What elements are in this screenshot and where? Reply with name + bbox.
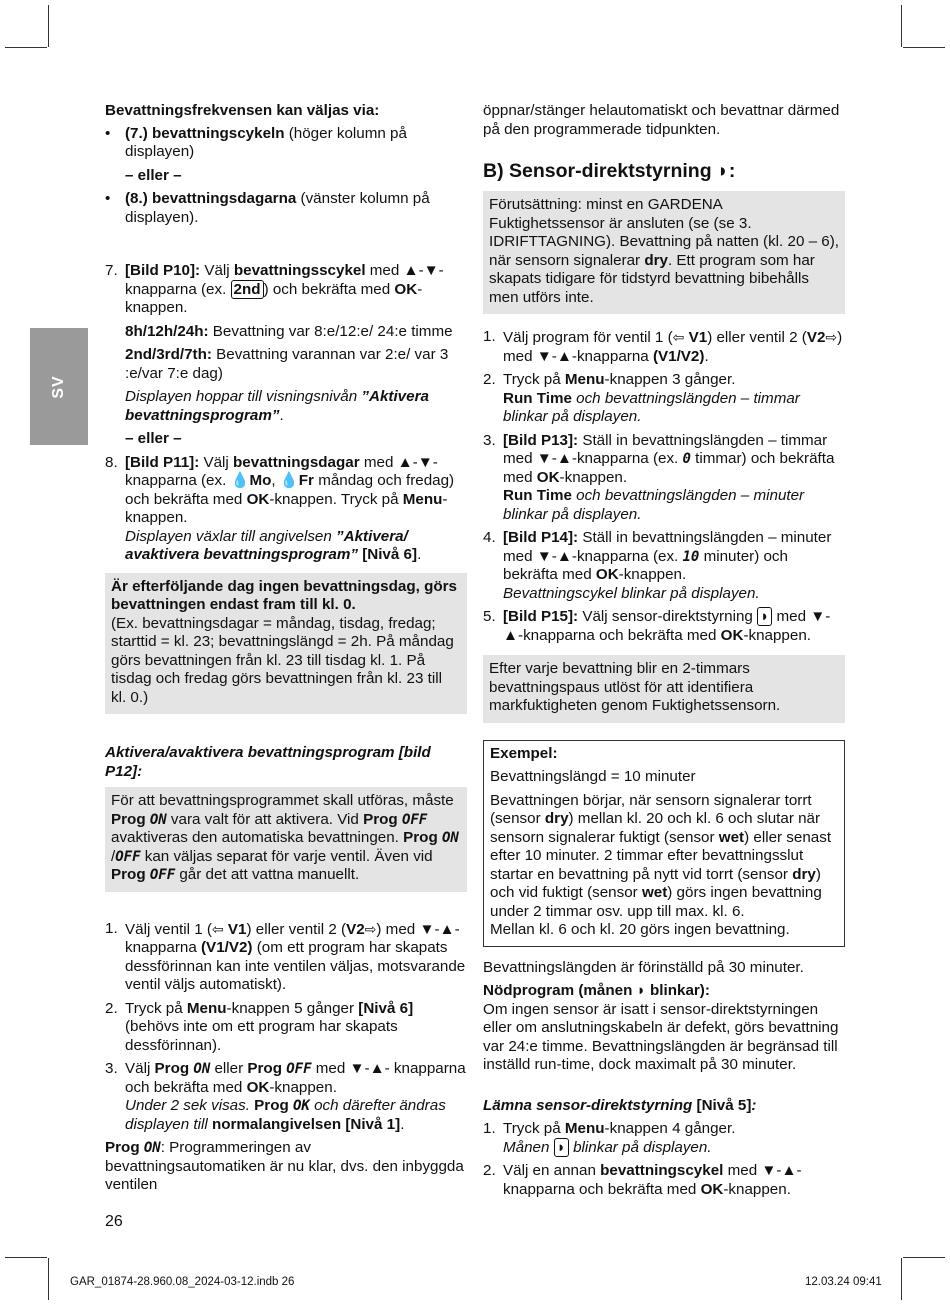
step-1: 1. Välj program för ventil 1 (⇦ V1) eller ventil 2 (V2⇨) med ▼-▲-knapparna (V1/V2). xyxy=(483,328,843,365)
paragraph: Om ingen sensor är isatt i sensor-direktstyrningen eller om anslutningskabeln är defekt, görs bevattning var 24:e timme. Bevattningslängden är begränsad till inställd run-time, dock maximalt på 30 minuter. xyxy=(483,1000,839,1073)
half-moon-icon: ◗ xyxy=(554,1138,569,1157)
step-3: 3. [Bild P13]: Ställ in bevattningslängden – timmar med ▼-▲-knapparna (ex. 0 timmar) och bekräfta med OK-knappen. Run Time och bevattningslängden – minuter blinkar på displayen. xyxy=(483,431,835,523)
step-7: 7. [Bild P10]: Välj bevattningsscykel med ▲-▼-knapparna (ex. 2nd ) och bekräfta med OK-knappen. xyxy=(105,262,444,316)
step-4: 4. [Bild P14]: Ställ in bevattningslängden – minuter med ▼-▲-knapparna (ex. 10 minuter) och bekräfta med OK-knappen. Bevattningscykel blinkar på displayen. xyxy=(483,529,832,602)
crop-mark xyxy=(901,5,902,47)
arrow-right-icon: ⇨ xyxy=(364,920,377,937)
step-8: 8. [Bild P11]: Välj bevattningsdagar med ▲-▼-knapparna (ex. 💧Mo, 💧Fr måndag och fredag) och bekräfta med OK-knappen. Tryck på Menu-knappen. Displayen växlar till angivelsen ”Aktivera/ avaktivera bevattningsprogram” [Nivå 6]. xyxy=(105,453,455,563)
language-tab-label: SV xyxy=(50,374,67,399)
display-value-2nd: 2nd xyxy=(231,280,264,299)
section-heading: Lämna sensor-direktstyrning [Nivå 5]: xyxy=(483,1096,757,1114)
step-7-detail: 8h/12h/24h: Bevattning var 8:e/12:e/ 24:e timme xyxy=(125,322,453,340)
left-column xyxy=(105,102,467,1195)
arrow-left-icon: ⇦ xyxy=(211,920,224,937)
info-box: Efter varje bevattning blir en 2-timmars bevattningspaus utlöst för att identifiera markfuktigheten genom Fuktighetssensorn. xyxy=(483,655,845,723)
section-heading: B) Sensor-direktstyrning ◗: xyxy=(483,160,736,182)
half-moon-icon: ◗ xyxy=(636,982,646,999)
paragraph: Prog ON: Programmeringen av bevattningsautomatiken är nu klar, dvs. den inbyggda ventilen xyxy=(105,1139,464,1193)
footer-file: GAR_01874-28.960.08_2024-03-12.indb 26 xyxy=(70,1276,295,1288)
water-drop-icon: 💧 xyxy=(279,472,299,489)
info-box: Är efterföljande dag ingen bevattningsdag, görs bevattningen endast fram till kl. 0. (Ex. bevattningsdagar = måndag, tisdag, fredag; starttid = kl. 23; bevattningslängd = 2h. På måndag görs bevattningen från kl. 23 till tisdag kl. 1. På tisdag och fredag görs bevattningen från kl. 23 till kl. 0.) xyxy=(105,573,467,715)
right-column xyxy=(483,102,845,1199)
step-3: 3. Välj Prog ON eller Prog OFF med ▼-▲- knapparna och bekräfta med OK-knappen. Under 2 sek visas. Prog OK och därefter ändras displayen till normalangivelsen [Nivå 1]. xyxy=(105,1060,466,1133)
arrow-right-icon: ⇨ xyxy=(825,329,838,345)
arrow-left-icon: ⇦ xyxy=(672,329,685,345)
list-item: • (8.) bevattningsdagarna (vänster kolumn på displayen). xyxy=(105,190,430,226)
half-moon-icon: ◗ xyxy=(717,160,729,182)
step-2: 2. Tryck på Menu-knappen 3 gånger. Run Time och bevattningslängden – timmar blinkar på displayen. xyxy=(483,371,800,425)
step-1: 1. Tryck på Menu-knappen 4 gånger. Månen ◗ blinkar på displayen. xyxy=(483,1120,736,1156)
step-7-note: Displayen hoppar till visningsnivån ”Aktivera bevattningsprogram”. xyxy=(125,388,429,424)
step-7-detail: 2nd/3rd/7th: Bevattning varannan var 2:e/ var 3 :e/var 7:e dag) xyxy=(125,346,449,382)
half-moon-icon: ◗ xyxy=(757,607,772,626)
example-box: Exempel: Bevattningslängd = 10 minuter Bevattningen börjar, när sensorn signalerar torrt (sensor dry) mellan kl. 20 och kl. 6 och slutar när sensorn signalerar fuktigt (sensor wet) eller senast efter 10 minuter. 2 timmar efter bevattningsslut startar en bevattning på nytt vid torrt (sensor dry) och vid fuktigt (sensor wet) görs ingen bevattning under 2 timmar osv. upp till max. kl. 6. Mellan kl. 6 och kl. 20 görs ingen bevattning. xyxy=(483,740,845,947)
page-number: 26 xyxy=(105,1213,123,1230)
paragraph: Bevattningslängden är förinställd på 30 minuter. xyxy=(483,958,804,976)
crop-mark xyxy=(5,47,47,48)
crop-mark xyxy=(903,1257,945,1258)
step-1: 1. Välj ventil 1 (⇦ V1) eller ventil 2 (V2⇨) med ▼-▲-knapparna (V1/V2) (om ett program har skapats dessförinnan kan inte ventilen väljas, motsvarande ventil väljs automatiskt). xyxy=(105,919,466,993)
section-heading: Aktivera/avaktivera bevattningsprogram [bild P12]: xyxy=(105,744,431,780)
crop-mark xyxy=(48,1258,49,1300)
step-2: 2. Välj en annan bevattningscykel med ▼-▲-knapparna och bekräfta med OK-knappen. xyxy=(483,1162,802,1198)
crop-mark xyxy=(48,5,49,47)
crop-mark xyxy=(5,1257,47,1258)
crop-mark xyxy=(903,47,945,48)
info-box: För att bevattningsprogrammet skall utföras, måste Prog ON vara valt för att aktivera. Vid Prog OFF avaktiveras den automatiska bevattningen. Prog ON /OFF kan väljas separat för varje ventil. Även vid Prog OFF går det att vattna manuellt. xyxy=(105,787,467,892)
frequency-heading: Bevattningsfrekvensen kan väljas via: xyxy=(105,102,380,119)
paragraph: öppnar/stänger helautomatiskt och bevattnar därmed på den programmerade tidpunkten. xyxy=(483,102,840,138)
or-separator: – eller – xyxy=(125,166,182,184)
crop-mark xyxy=(901,1258,902,1300)
step-5: 5. [Bild P15]: Välj sensor-direktstyrning ◗ med ▼-▲-knapparna och bekräfta med OK-knappen. xyxy=(483,608,831,644)
list-item: • (7.) bevattningscykeln (höger kolumn på displayen) xyxy=(105,124,407,160)
language-tab xyxy=(30,328,88,445)
info-box: Förutsättning: minst en GARDENA Fuktighetssensor är ansluten (se (se 3. IDRIFTTAGNING). Bevattning på natten (kl. 20 – 6), när sensorn signalerar dry. Ett program som har skapats tidigare för tidstyrd bevattning bibehålls men utförs inte. xyxy=(483,191,845,314)
example-title: Exempel: xyxy=(490,744,558,762)
step-2: 2. Tryck på Menu-knappen 5 gånger [Nivå 6] (behövs inte om ett program har skapats dessförinnan). xyxy=(105,999,414,1054)
emergency-heading: Nödprogram (månen ◗ blinkar): xyxy=(483,982,710,999)
water-drop-icon: 💧 xyxy=(230,472,250,489)
footer-date: 12.03.24 09:41 xyxy=(805,1276,882,1288)
or-separator: – eller – xyxy=(125,430,182,447)
